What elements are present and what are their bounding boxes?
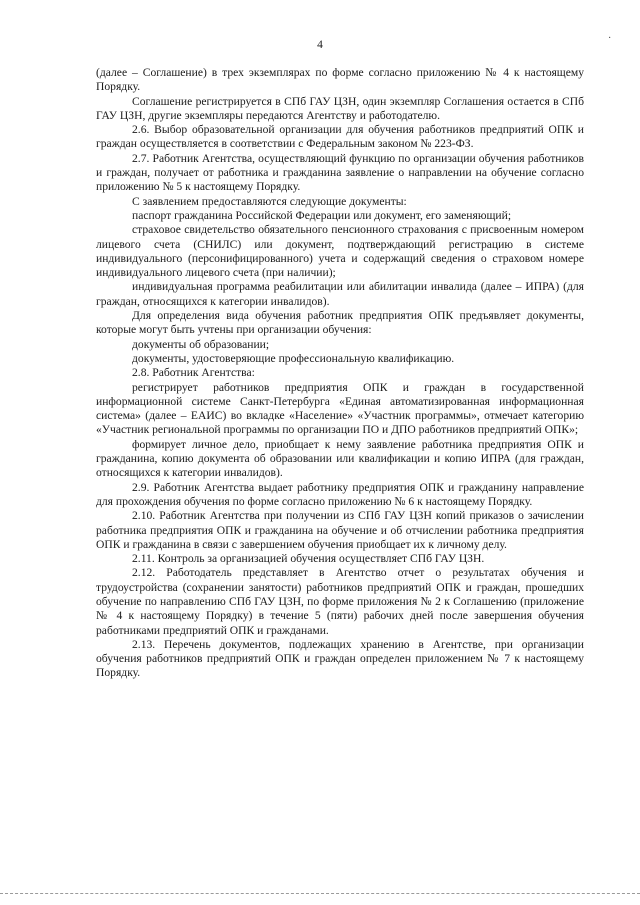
list-item-passport: паспорт гражданина Российской Федерации или документ, его заменяющий; [132, 208, 512, 222]
list-item-qualification-docs: документы, удостоверяющие профессиональную квалификацию. [132, 351, 455, 365]
paragraph-2-8: 2.8. Работник Агентства: [132, 366, 255, 380]
paragraph-agreement-continuation: (далее – Соглашение) в трех экземплярах по форме согласно приложению № 4 к настоящему Порядку. [96, 66, 584, 94]
list-item-ipra: индивидуальная программа реабилитации или абилитации инвалида (далее – ИПРА) (для граждан, относящихся к категории инвалидов). [96, 280, 584, 308]
paragraph-2-9: 2.9. Работник Агентства выдает работнику предприятия ОПК и гражданину направление для прохождения обучения по форме согласно приложению № 6 к настоящему Порядку. [96, 480, 584, 508]
list-item-registers: регистрирует работников предприятия ОПК и граждан в государственной информационной системе Санкт-Петербурга «Единая автоматизированная информационная система» (далее – ЕАИС) во вкладке «Население» «Участник программы», отмечает категорию «Участник региональной программы по организации ПО и ДПО работников предприятий ОПК»; [96, 380, 584, 437]
paragraph-2-10: 2.10. Работник Агентства при получении из СПб ГАУ ЦЗН копий приказов о зачислении работника предприятия ОПК и гражданина на обучение и об отчислении работника предприятия ОПК и гражданина в связи с завершением обучения приобщает их к личному делу. [96, 509, 584, 551]
paragraph-agreement-registration: Соглашение регистрируется в СПб ГАУ ЦЗН, один экземпляр Соглашения остается в СПб ГАУ ЦЗН, другие экземпляры передаются Агентству и работодателю. [96, 94, 584, 122]
paragraph-2-13: 2.13. Перечень документов, подлежащих хранению в Агентстве, при организации обучения работников предприятий ОПК и граждан определен приложением № 7 к настоящему Порядку. [96, 637, 584, 680]
paragraph-2-11: 2.11. Контроль за организацией обучения осуществляет СПб ГАУ ЦЗН. [132, 552, 485, 566]
list-item-snils: страховое свидетельство обязательного пенсионного страхования с присвоенным номером лицевого счета (СНИЛС) или документ, подтверждающий регистрацию в системе индивидуального (персонифицированного) учета и содержащий сведения о страховом номере индивидуального лицевого счета (при наличии); [96, 223, 584, 280]
paragraph-2-7: 2.7. Работник Агентства, осуществляющий функцию по организации обучения работников и граждан, получает от работника и гражданина заявление о направлении на обучение согласно приложению № 5 к настоящему Порядку. [96, 151, 584, 194]
paragraph-training-type: Для определения вида обучения работник предприятия ОПК предъявляет документы, которые могут быть учтены при организации обучения: [96, 309, 584, 337]
list-item-education-docs: документы об образовании; [132, 337, 270, 351]
body-text [96, 66, 584, 681]
paragraph-2-12: 2.12. Работодатель представляет в Агентство отчет о результатах обучения и трудоустройства (сохранении занятости) работников предприятий ОПК и граждан, прошедших обучение по направлению СПб ГАУ ЦЗН, по форме приложения № 2 к Соглашению (приложение № 4 к настоящему Порядку) в течение 5 (пяти) рабочих дней после завершения обучения работниками предприятий ОПК и гражданами. [96, 566, 584, 637]
list-item-personal-file: формирует личное дело, приобщает к нему заявление работника предприятия ОПК и гражданина, копию документа об образовании или квалификации и копию ИПРА (для граждан, относящихся к категории инвалидов). [96, 437, 584, 480]
scan-bottom-edge [0, 893, 640, 894]
corner-mark: · [608, 33, 612, 44]
page-number: 4 [317, 39, 323, 51]
paragraph-documents-intro: С заявлением предоставляются следующие документы: [132, 194, 407, 208]
paragraph-2-6: 2.6. Выбор образовательной организации для обучения работников предприятий ОПК и граждан осуществляется в соответствии с Федеральным законом № 223-ФЗ. [96, 123, 584, 151]
